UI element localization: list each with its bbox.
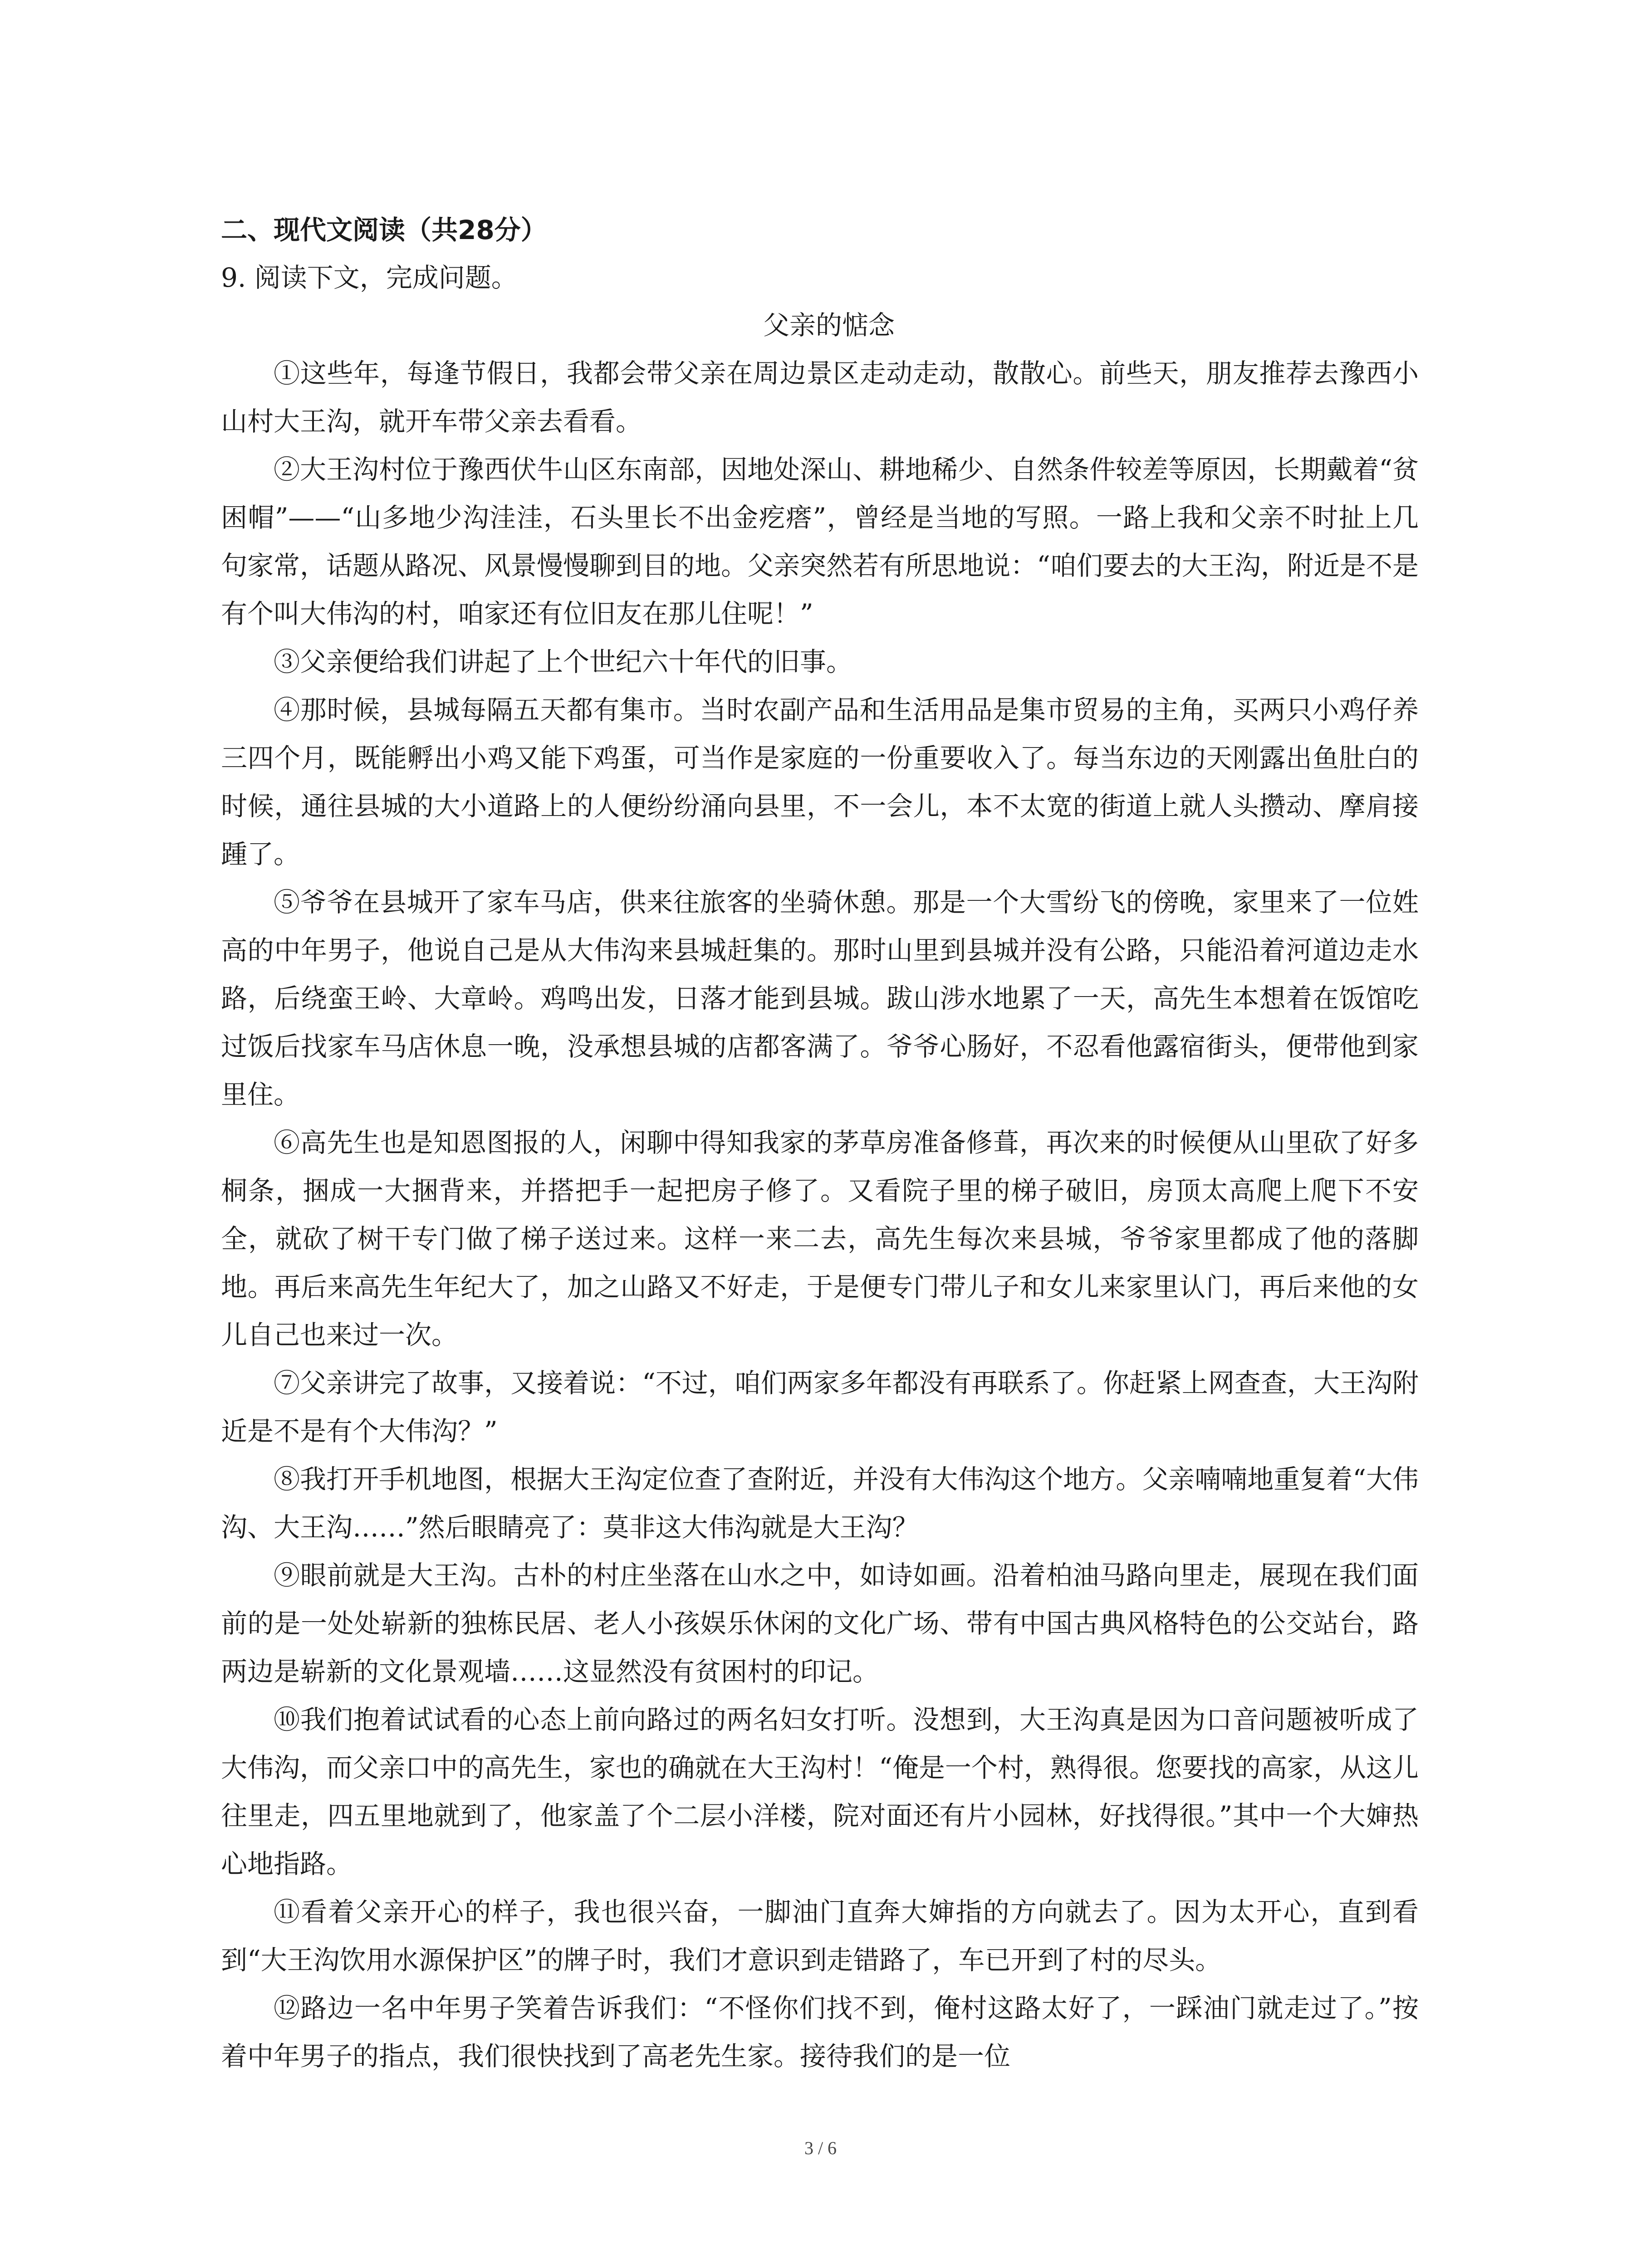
paragraph-4: ④那时候，县城每隔五天都有集市。当时农副产品和生活用品是集市贸易的主角，买两只小鸡仔养三四个月，既能孵出小鸡又能下鸡蛋，可当作是家庭的一份重要收入了。每当东边的天刚露出鱼肚白的时候，通往县城的大小道路上的人便纷纷涌向县里，不一会儿，本不太宽的街道上就人头攒动、摩肩接踵了。 [221,694,1419,870]
paragraph-8: ⑧我打开手机地图，根据大王沟定位查了查附近，并没有大伟沟这个地方。父亲喃喃地重复着“大伟沟、大王沟……”然后眼睛亮了：莫非这大伟沟就是大王沟？ [221,1464,1419,1543]
paragraph-12: ⑫路边一名中年男子笑着告诉我们：“不怪你们找不到，俺村这路太好了，一踩油门就走过了。”按着中年男子的指点，我们很快找到了高老先生家。接待我们的是一位 [221,1993,1419,2072]
paragraph-10: ⑩我们抱着试试看的心态上前向路过的两名妇女打听。没想到，大王沟真是因为口音问题被听成了大伟沟，而父亲口中的高先生，家也的确就在大王沟村！“俺是一个村，熟得很。您要找的高家，从这儿往里走，四五里地就到了，他家盖了个二层小洋楼，院对面还有片小园林，好找得很。”其中一个大婶热心地指路。 [221,1704,1419,1879]
paragraph-2: ②大王沟村位于豫西伏牛山区东南部，因地处深山、耕地稀少、自然条件较差等原因，长期戴着“贫困帽”——“山多地少沟洼洼，石头里长不出金疙瘩”，曾经是当地的写照。一路上我和父亲不时扯上几句家常，话题从路况、风景慢慢聊到目的地。父亲突然若有所思地说：“咱们要去的大王沟，附近是不是有个叫大伟沟的村，咱家还有位旧友在那儿住呢！” [221,454,1419,629]
article-title: 父亲的惦念 [763,310,895,341]
paragraph-11: ⑪看着父亲开心的样子，我也很兴奋，一脚油门直奔大婶指的方向就去了。因为太开心，直到看到“大王沟饮用水源保护区”的牌子时，我们才意识到走错路了，车已开到了村的尽头。 [221,1897,1419,1975]
paragraph-5: ⑤爷爷在县城开了家车马店，供来往旅客的坐骑休憩。那是一个大雪纷飞的傍晚，家里来了一位姓高的中年男子，他说自己是从大伟沟来县城赶集的。那时山里到县城并没有公路，只能沿着河道边走水路，后绕蛮王岭、大章岭。鸡鸣出发，日落才能到县城。跋山涉水地累了一天，高先生本想着在饭馆吃过饭后找家车马店休息一晚，没承想县城的店都客满了。爷爷心肠好，不忍看他露宿街头，便带他到家里住。 [221,887,1419,1110]
paragraph-6: ⑥高先生也是知恩图报的人，闲聊中得知我家的茅草房准备修葺，再次来的时候便从山里砍了好多桐条，捆成一大捆背来，并搭把手一起把房子修了。又看院子里的梯子破旧，房顶太高爬上爬下不安全，就砍了树干专门做了梯子送过来。这样一来二去，高先生每次来县城，爷爷家里都成了他的落脚地。再后来高先生年纪大了，加之山路又不好走，于是便专门带儿子和女儿来家里认门，再后来他的女儿自己也来过一次。 [221,1127,1419,1350]
article-body [221,349,1419,2080]
page-content [221,206,1419,2080]
paragraph-1: ①这些年，每逢节假日，我都会带父亲在周边景区走动走动，散散心。前些天，朋友推荐去豫西小山村大王沟，就开车带父亲去看看。 [221,358,1419,437]
paragraph-9: ⑨眼前就是大王沟。古朴的村庄坐落在山水之中，如诗如画。沿着柏油马路向里走，展现在我们面前的是一处处崭新的独栋民居、老人小孩娱乐休闲的文化广场、带有中国古典风格特色的公交站台，路两边是崭新的文化景观墙……这显然没有贫困村的印记。 [221,1560,1419,1687]
paragraph-7: ⑦父亲讲完了故事，又接着说：“不过，咱们两家多年都没有再联系了。你赶紧上网查查，大王沟附近是不是有个大伟沟？” [221,1368,1419,1447]
section-heading: 二、现代文阅读（共28分） [221,215,547,245]
question-prompt: 9. 阅读下文，完成问题。 [221,262,518,293]
page-number: 3 / 6 [804,2138,837,2158]
paragraph-3: ③父亲便给我们讲起了上个世纪六十年代的旧事。 [274,646,853,677]
